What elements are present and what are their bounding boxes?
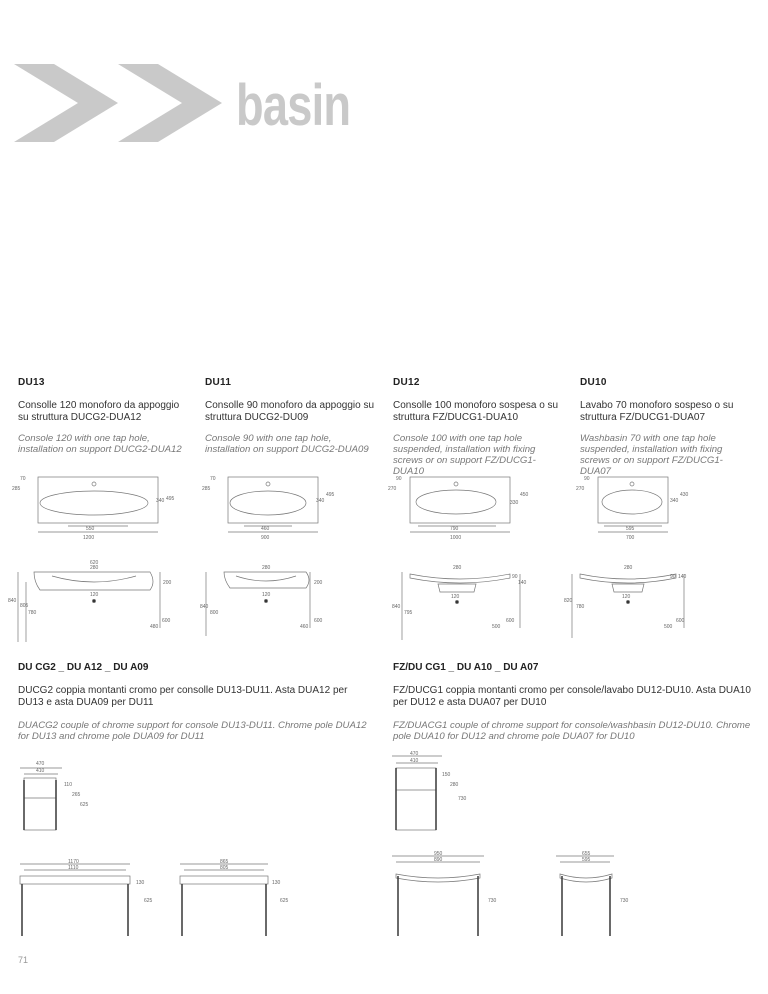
- dim-label: 900: [261, 535, 270, 541]
- dim-label: 820: [564, 598, 573, 604]
- product-code: DU11: [205, 377, 232, 388]
- product-desc-en: Console 120 with one tap hole, installation on support DUCG2-DUA12: [18, 433, 182, 455]
- dim-label: 1000: [450, 535, 462, 541]
- du11-top-view: [202, 476, 335, 541]
- product-desc-en: Console 90 with one tap hole, installation on support DUCG2-DUA09: [205, 433, 369, 455]
- dim-label: 780: [576, 604, 585, 610]
- dim-label: 625: [144, 898, 153, 904]
- dim-label: 270: [388, 486, 397, 492]
- dim-label: 500: [492, 624, 501, 630]
- dim-label: 1110: [68, 865, 79, 871]
- section-desc-en: FZ/DUACG1 couple of chrome support for console/washbasin DU12-DU10. Chrome pole DUA10 for DU12 and chrome pole DUA07 for DU10: [393, 720, 751, 742]
- product-desc-it: Consolle 100 monoforo sospesa o su struttura FZ/DUCG1-DUA10: [393, 400, 559, 423]
- product-du11: [205, 377, 377, 455]
- dim-label: 550: [86, 526, 95, 532]
- dim-label: 890: [434, 857, 443, 863]
- dim-label: 625: [80, 802, 89, 808]
- dim-label: 625: [280, 898, 289, 904]
- du13-side-view: [8, 560, 172, 642]
- dim-label: 120: [262, 592, 271, 598]
- support-front-du11: [180, 859, 289, 936]
- dim-label: 470: [36, 761, 45, 767]
- product-du10: [580, 377, 752, 477]
- header-arrows-graphic: [14, 60, 224, 146]
- dim-label: 480: [150, 624, 159, 630]
- product-desc-it: Consolle 90 monoforo da appoggio su struttura DUCG2-DU09: [205, 400, 375, 423]
- dim-label: 265: [72, 792, 81, 798]
- support-section-cg1: [393, 662, 753, 742]
- support-cg1-side-view: [392, 751, 467, 830]
- dim-label: 120: [90, 592, 99, 598]
- dim-label: 805: [20, 603, 29, 609]
- dim-label: 140: [678, 574, 687, 580]
- dim-label: 285: [202, 486, 211, 492]
- dim-label: 285: [12, 486, 21, 492]
- dim-label: 730: [458, 796, 467, 802]
- dim-label: 500: [664, 624, 673, 630]
- dim-label: 70: [20, 476, 26, 482]
- dim-label: 790: [450, 526, 459, 532]
- dim-label: 150: [442, 772, 451, 778]
- dim-label: 840: [392, 604, 401, 610]
- dim-label: 330: [510, 500, 519, 506]
- du11-side-view: [200, 565, 323, 636]
- dim-label: 495: [326, 492, 335, 498]
- dim-label: 840: [8, 598, 17, 604]
- dim-label: 340: [156, 498, 165, 504]
- support-front-du13: [20, 859, 153, 936]
- product-du13: [18, 377, 190, 455]
- dim-label: 730: [620, 898, 629, 904]
- dim-label: 120: [622, 594, 631, 600]
- dim-label: 865: [220, 859, 229, 865]
- dim-label: 620: [90, 560, 99, 566]
- section-title: FZ/DU CG1 _ DU A10 _ DU A07: [393, 662, 539, 673]
- dim-label: 495: [166, 496, 175, 502]
- product-desc-en: Washbasin 70 with one tap hole suspended, installation with fixing screws or on support FZ/DUCG1-DUA07: [580, 433, 723, 477]
- dim-label: 460: [261, 526, 270, 532]
- dim-label: 280: [453, 565, 462, 571]
- dim-label: 280: [624, 565, 633, 571]
- dim-label: 270: [576, 486, 585, 492]
- dim-label: 130: [272, 880, 281, 886]
- dim-label: 1170: [68, 859, 79, 865]
- dim-label: 70: [210, 476, 216, 482]
- product-desc-it: Consolle 120 monoforo da appoggio su struttura DUCG2-DUA12: [18, 400, 180, 423]
- dim-label: 140: [518, 580, 527, 586]
- dim-label: 340: [670, 498, 679, 504]
- support-front-du10: [556, 851, 629, 936]
- section-desc-it: DUCG2 coppia montanti cromo per consolle DU13-DU11. Asta DUA12 per DU13 e asta DUA09 per DU11: [18, 685, 348, 708]
- dim-label: 600: [506, 618, 515, 624]
- dim-label: 730: [488, 898, 497, 904]
- du13-top-view: [12, 476, 175, 541]
- dim-label: 805: [220, 865, 229, 871]
- dim-label: 200: [163, 580, 172, 586]
- dim-label: 780: [28, 610, 37, 616]
- dim-label: 700: [626, 535, 635, 541]
- product-code: DU13: [18, 377, 45, 388]
- dim-label: 90: [396, 476, 402, 482]
- dim-label: 280: [90, 565, 99, 571]
- section-desc-en: DUACG2 couple of chrome support for console DU13-DU11. Chrome pole DUA12 for DU13 and chrome pole DUA09 for DU11: [18, 720, 367, 742]
- dim-label: 340: [316, 498, 325, 504]
- dim-label: 430: [680, 492, 689, 498]
- page-number: 71: [18, 955, 29, 965]
- product-du12: [393, 377, 565, 477]
- dim-label: 120: [451, 594, 460, 600]
- product-code: DU10: [580, 377, 607, 388]
- du12-side-view: [392, 565, 527, 640]
- dim-label: 90: [512, 574, 518, 580]
- support-cg2-side-view: [20, 761, 89, 830]
- product-desc-it: Lavabo 70 monoforo sospeso o su struttura FZ/DUCG1-DUA07: [580, 400, 734, 423]
- dim-label: 280: [450, 782, 459, 788]
- product-drawings: [0, 470, 768, 650]
- dim-label: 90: [670, 574, 676, 580]
- header-title: basin: [236, 73, 351, 138]
- support-drawings: [0, 750, 768, 950]
- dim-label: 470: [410, 751, 419, 757]
- dim-label: 460: [300, 624, 309, 630]
- dim-label: 410: [410, 758, 419, 764]
- dim-label: 950: [434, 851, 443, 857]
- du10-side-view: [564, 565, 687, 638]
- dim-label: 110: [64, 782, 72, 788]
- dim-label: 600: [676, 618, 685, 624]
- dim-label: 795: [404, 610, 413, 616]
- dim-label: 600: [162, 618, 171, 624]
- dim-label: 90: [584, 476, 590, 482]
- dim-label: 655: [582, 851, 591, 857]
- dim-label: 450: [520, 492, 529, 498]
- dim-label: 410: [36, 768, 45, 774]
- du12-top-view: [388, 476, 529, 541]
- dim-label: 800: [210, 610, 219, 616]
- dim-label: 595: [582, 857, 591, 863]
- dim-label: 280: [262, 565, 271, 571]
- support-front-du12: [392, 851, 497, 936]
- dim-label: 840: [200, 604, 209, 610]
- dim-label: 600: [314, 618, 323, 624]
- dim-label: 595: [626, 526, 635, 532]
- section-title: DU CG2 _ DU A12 _ DU A09: [18, 662, 149, 673]
- product-desc-en: Console 100 with one tap hole suspended, installation with fixing screws or on support FZ/DUCG1-DUA10: [393, 433, 536, 477]
- dim-label: 200: [314, 580, 323, 586]
- dim-label: 1200: [83, 535, 95, 541]
- du10-top-view: [576, 476, 689, 541]
- section-desc-it: FZ/DUCG1 coppia montanti cromo per console/lavabo DU12-DU10. Asta DUA10 per DU12 e asta DUA07 per DU10: [393, 685, 751, 708]
- support-section-cg2: [18, 662, 373, 742]
- product-code: DU12: [393, 377, 420, 388]
- dim-label: 130: [136, 880, 145, 886]
